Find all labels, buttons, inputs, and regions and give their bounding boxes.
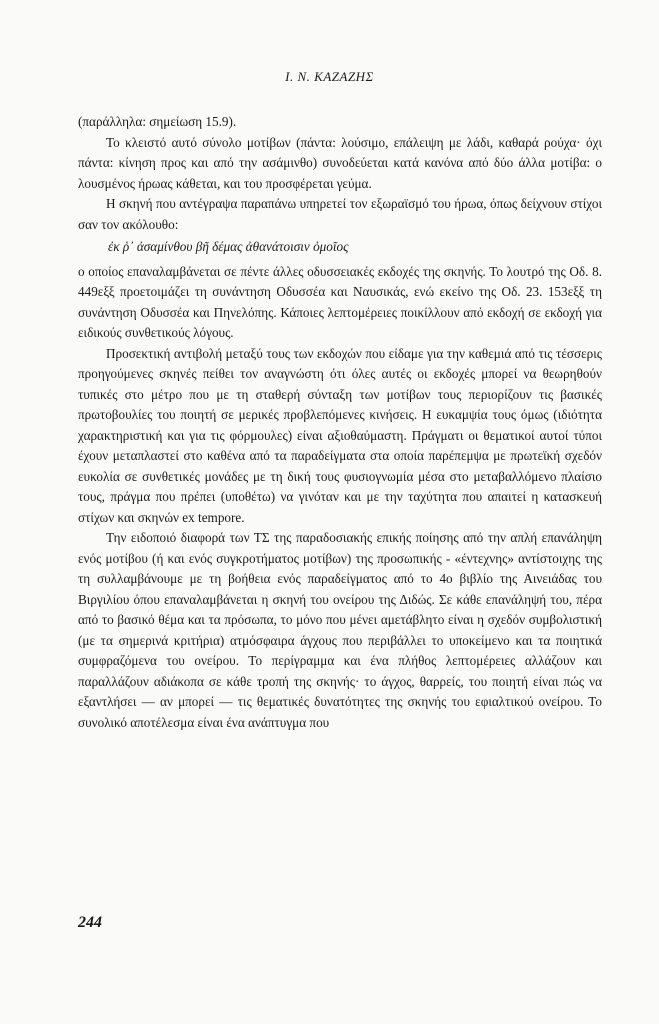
paragraph-1: (παράλληλα: σημείωση 15.9). (78, 114, 237, 129)
verse-quote: ἐκ ῥ᾽ ἀσαμίνθου βῆ δέμας ἀθανάτοισιν ὁμοῖος (108, 239, 349, 254)
running-head: Ι. Ν. ΚΑΖΑΖΗΣ (285, 69, 374, 84)
paragraph-5: Προσεκτική αντιβολή μεταξύ τους των εκδοχών που είδαμε για την καθεμιά από τις τέσσερις προηγούμενες σκηνές πείθει τον αναγνώστη ότι όλες αυτές οι εκδοχές μπορεί να θεωρηθούν τυπικές στο μέτρο που με τη σταθερή σύνταξη των μοτίβων τους περιορίζουν τις βασικές πρωτοβουλίες του ποιητή σε μερικές προβλεπόμενες κινήσεις. Η ευκαμψία τους όμως (ιδιότητα χαρακτηριστική και για τις φόρμουλες) είναι αξιοθαύμαστη. Πράγματι οι θεματικοί αυτοί τύποι έχουν μεταπλαστεί στο καθένα από τα παραδείγματα στα οποία παρέπεμψα με πρωτεϊκή σχεδόν ευκολία σε συνθετικές μονάδες με τη δική τους φυσιογνωμία μέσα στο μεταβαλλόμενο πλαίσιο τους, πράγμα που πρέπει (υποθέτω) να γινόταν και με την ταχύτητα που απαιτεί η κατασκευή στίχων και σκηνών ex tempore. (78, 345, 602, 525)
body-text (78, 112, 602, 733)
page-number: 244 (78, 914, 102, 931)
paragraph-4: ο οποίος επαναλαμβάνεται σε πέντε άλλες οδυσσειακές εκδοχές της σκηνής. Το λουτρό της Οδ. 8. 449εξξ προετοιμάζει τη συνάντηση Οδυσσέα και Ναυσικάς, ενώ εκείνο της Οδ. 23. 153εξξ τη συνάντηση Οδυσσέα και Πηνελόπης. Κάποιες λεπτομέρειες ποικίλλουν από εκδοχή σε εκδοχή για ειδικούς συνθετικούς λόγους. (78, 263, 602, 340)
paragraph-6: Την ειδοποιό διαφορά των ΤΣ της παραδοσιακής επικής ποίησης από την απλή επανάληψη ενός μοτίβου (ή και ενός συγκροτήματος μοτίβων) της προσωπικής - «έντεχνης» αντίστοιχης της τη συλλαμβάνουμε με τη βοήθεια ενός παραδείγματος από το 4ο βιβλίο της Αινειάδας του Βιργιλίου όπου επαναλαμβάνεται η σκηνή του ονείρου της Διδώς. Σε κάθε επανάληψή του, πέρα από το βασικό θέμα και τα πρόσωπα, το μόνο που μένει αμετάβλητο είναι η σχεδόν συμβολιστική (με τα σημερινά κριτήρια) ατμόσφαιρα άγχους που περιβάλλει το υποκείμενο και τα ποιητικά συμφραζόμενα του ονείρου. Το περίγραμμα και ένα πλήθος λεπτομέρειες αλλάζουν και παραλλάζουν αδιάκοπα σε κάθε τροπή της σκηνής· το άγχος, θαρρείς, του ποιητή είναι πώς να εξαντλήσει — αν μπορεί — τις θεματικές δυνατότητες της σκηνής του εφιαλτικού ονείρου. Το συνολικό αποτέλεσμα είναι ένα ανάπτυγμα που (78, 530, 602, 730)
paragraph-3: Η σκηνή που αντέγραψα παραπάνω υπηρετεί τον εξωραϊσμό του ήρωα, όπως δείχνουν στίχοι σαν τον ακόλουθο: (78, 196, 602, 232)
paragraph-2: Το κλειστό αυτό σύνολο μοτίβων (πάντα: λούσιμο, επάλειψη με λάδι, καθαρά ρούχα· όχι πάντα: κίνηση προς και από την ασάμινθο) συνοδεύεται κατά κανόνα από δύο άλλα μοτίβα: ο λουσμένος ήρωας κάθεται, και του προσφέρεται γεύμα. (78, 134, 602, 191)
